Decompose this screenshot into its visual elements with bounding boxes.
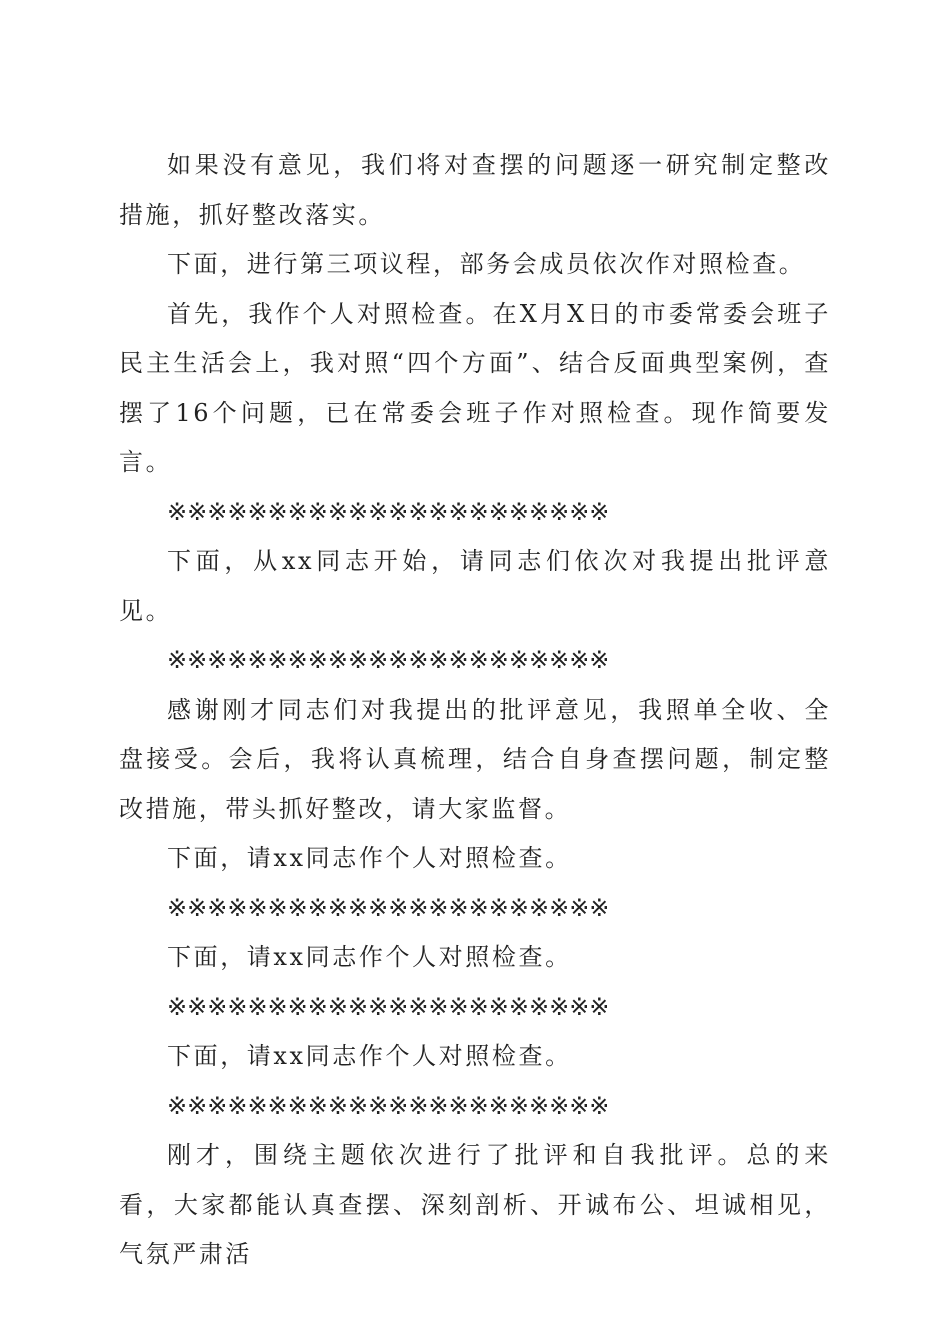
document-body — [119, 141, 831, 1280]
paragraph-next-speaker: 下面，请xx同志作个人对照检查。 — [167, 1042, 572, 1070]
section-separator: ※※※※※※※※※※※※※※※※※※※※※※ — [167, 646, 610, 674]
paragraph-next-speaker: 下面，请xx同志作个人对照检查。 — [167, 844, 572, 872]
paragraph-thanks: 感谢刚才同志们对我提出的批评意见，我照单全收、全盘接受。会后，我将认真梳理，结合自身查摆问题，制定整改措施，带头抓好整改，请大家监督。 — [119, 695, 831, 823]
paragraph-invite-criticism: 下面，从xx同志开始，请同志们依次对我提出批评意见。 — [119, 547, 831, 625]
section-separator: ※※※※※※※※※※※※※※※※※※※※※※ — [167, 497, 610, 526]
section-separator: ※※※※※※※※※※※※※※※※※※※※※※ — [167, 992, 610, 1021]
paragraph-next-speaker: 下面，请xx同志作个人对照检查。 — [167, 943, 572, 971]
paragraph-summary: 刚才，围绕主题依次进行了批评和自我批评。总的来看，大家都能认真查摆、深刻剖析、开诚布公、坦诚相见，气氛严肃活 — [119, 1141, 831, 1268]
paragraph-personal-review: 首先，我作个人对照检查。在X月X日的市委常委会班子民主生活会上，我对照“四个方面”、结合反面典型案例，查摆了16个问题，已在常委会班子作对照检查。现作简要发言。 — [119, 299, 831, 476]
section-separator: ※※※※※※※※※※※※※※※※※※※※※※ — [167, 1091, 610, 1120]
section-separator: ※※※※※※※※※※※※※※※※※※※※※※ — [167, 893, 610, 922]
paragraph-feedback-closing: 如果没有意见，我们将对查摆的问题逐一研究制定整改措施，抓好整改落实。 — [119, 151, 831, 229]
paragraph-third-agenda: 下面，进行第三项议程，部务会成员依次作对照检查。 — [167, 250, 806, 278]
